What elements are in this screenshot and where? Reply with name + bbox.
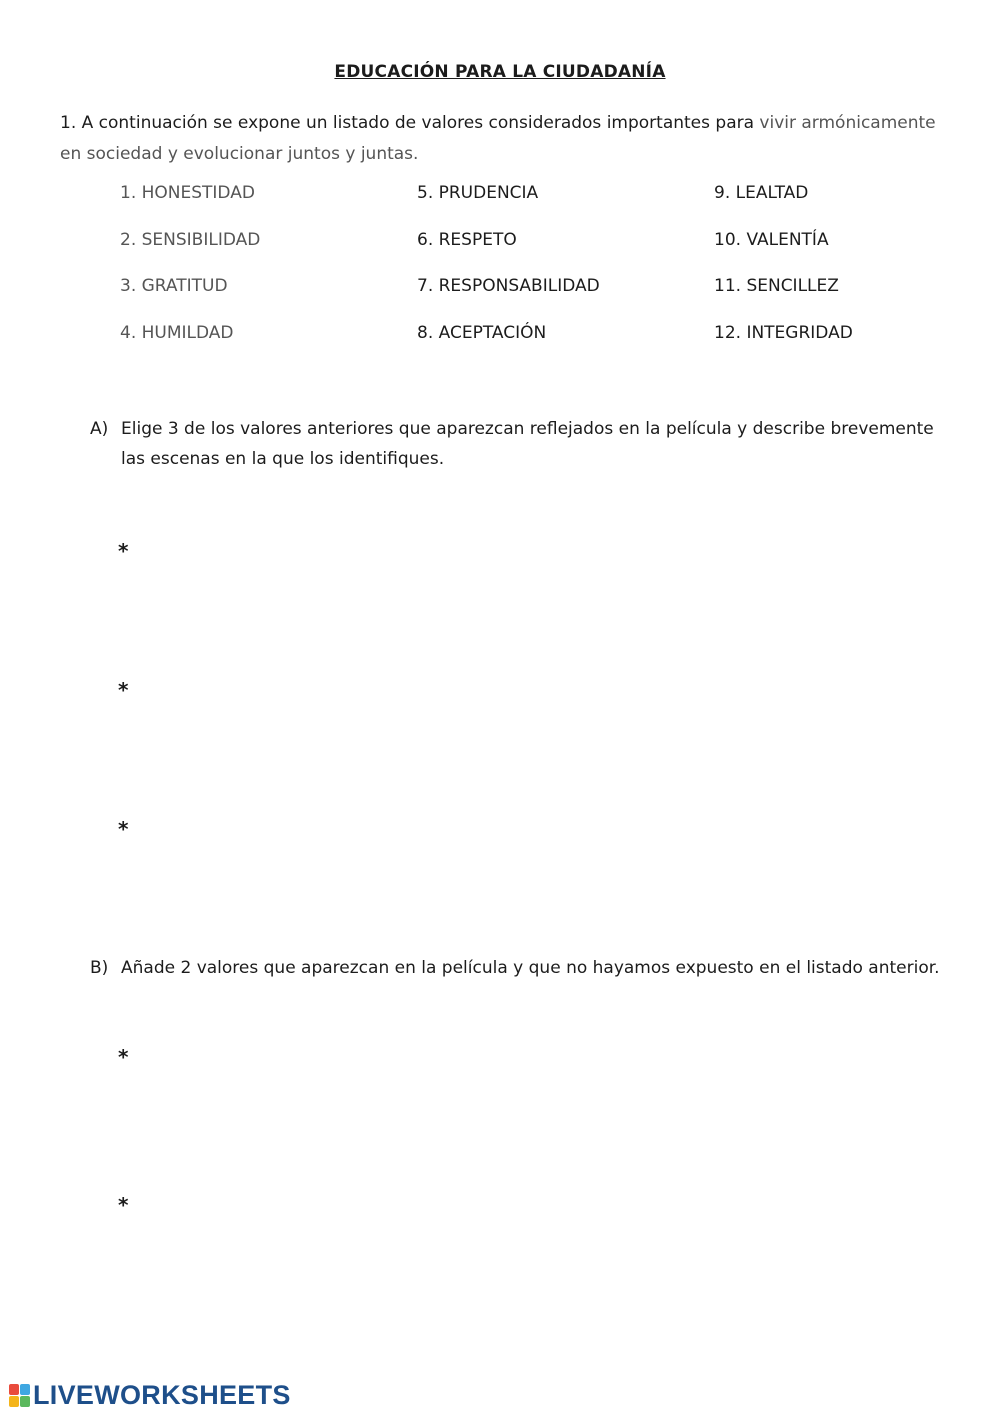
logo-block [9, 1396, 19, 1407]
value-item: 3. GRATITUD [120, 276, 228, 296]
question-a-text: Elige 3 de los valores anteriores que aparezcan reflejados en la película y describe brevemente las escenas en la que los identifiques. [121, 419, 934, 469]
question-b-text: Añade 2 valores que aparezcan en la película y que no hayamos expuesto en el listado anterior. [121, 958, 940, 978]
logo-blocks-icon [8, 1383, 30, 1407]
value-item: 1. HONESTIDAD [120, 183, 255, 203]
value-item: 11. SENCILLEZ [714, 276, 839, 296]
answer-a1-bullet: * [118, 539, 129, 563]
value-item: 7. RESPONSABILIDAD [417, 276, 600, 296]
logo-text: LIVEWORKSHEETS [33, 1379, 291, 1410]
intro-text-part2: vivir armónicamente en sociedad y evolucionar juntos y juntas. [60, 113, 936, 164]
intro-text-part1: 1. A continuación se expone un listado de valores considerados importantes para [60, 113, 755, 133]
question-a [90, 414, 950, 474]
value-item: 6. RESPETO [417, 229, 517, 250]
value-item: 10. VALENTÍA [714, 229, 829, 250]
logo-block [20, 1396, 30, 1407]
answer-b2-bullet: * [118, 1193, 129, 1217]
logo-block [20, 1384, 30, 1395]
value-item: 12. INTEGRIDAD [714, 322, 853, 343]
question-b [90, 953, 950, 983]
answer-a3-bullet: * [118, 817, 129, 841]
value-item: 4. HUMILDAD [120, 322, 234, 343]
values-list [120, 183, 920, 369]
question-a-letter: A) [90, 419, 109, 439]
value-item: 8. ACEPTACIÓN [417, 322, 547, 343]
intro-paragraph [60, 108, 940, 170]
value-item: 9. LEALTAD [714, 183, 809, 203]
answer-b1-bullet: * [118, 1045, 129, 1069]
value-item: 2. SENSIBILIDAD [120, 229, 261, 250]
worksheet-title: EDUCACIÓN PARA LA CIUDADANÍA [334, 62, 666, 82]
question-b-letter: B) [90, 958, 109, 978]
liveworksheets-logo [8, 1380, 291, 1410]
answer-a2-bullet: * [118, 678, 129, 702]
logo-block [9, 1384, 19, 1395]
value-item: 5. PRUDENCIA [417, 183, 539, 203]
